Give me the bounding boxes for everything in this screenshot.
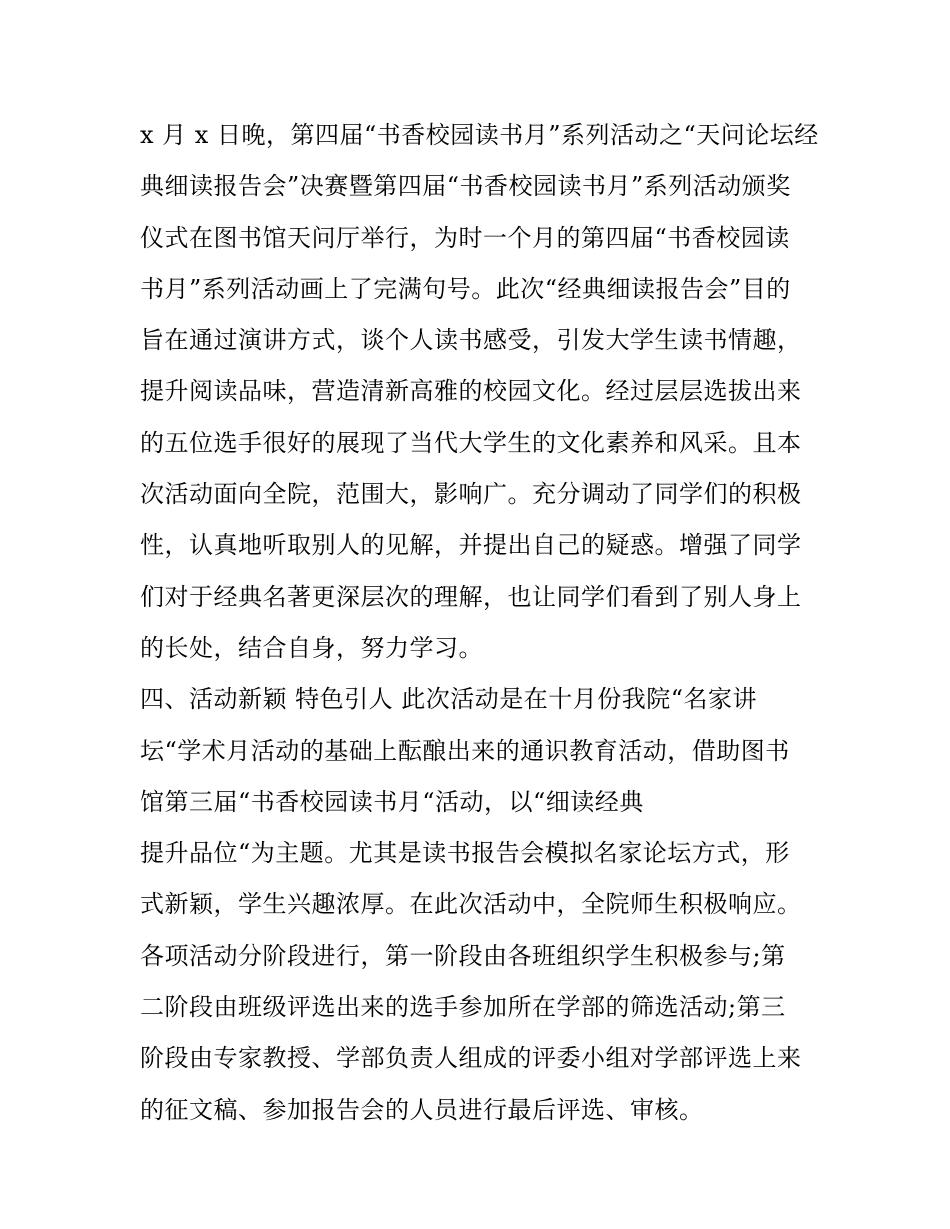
text-line: 式新颖，学生兴趣浓厚。在此次活动中，全院师生积极响应。	[140, 890, 802, 919]
text-line: 四、活动新颖 特色引人 此次活动是在十月份我院“名家讲	[140, 685, 758, 714]
text-line: 提升品位“为主题。尤其是读书报告会模拟名家论坛方式，形	[140, 839, 790, 868]
text-line: 典细读报告会”决赛暨第四届“书香校园读书月”系列活动颁奖	[140, 172, 791, 201]
text-line: 各项活动分阶段进行，第一阶段由各班组织学生积极参与;第	[140, 941, 786, 970]
text-line: 二阶段由班级评选出来的选手参加所在学部的筛选活动;第三	[140, 993, 786, 1022]
text-line: 馆第三届“书香校园读书月“活动，以“细读经典	[140, 787, 644, 816]
text-line: x 月 x 日晚，第四届“书香校园读书月”系列活动之“天问论坛经	[140, 121, 819, 149]
text-line: 的长处，结合自身，努力学习。	[140, 633, 483, 662]
text-line: 阶段由专家教授、学部负责人组成的评委小组对学部评选上来	[140, 1044, 802, 1073]
text-line: 仪式在图书馆天问厅举行，为时一个月的第四届“书香校园读	[140, 223, 790, 252]
text-line: 的五位选手很好的展现了当代大学生的文化素养和风采。且本	[140, 428, 802, 457]
text-line: 旨在通过演讲方式，谈个人读书感受，引发大学生读书情趣，	[140, 326, 802, 355]
text-line: 次活动面向全院，范围大，影响广。充分调动了同学们的积极	[140, 480, 802, 509]
body-text	[140, 110, 830, 1136]
text-line: 性，认真地听取别人的见解，并提出自己的疑惑。增强了同学	[140, 531, 802, 560]
text-line: 提升阅读品味，营造清新高雅的校园文化。经过层层选拔出来	[140, 377, 802, 406]
text-line: 书月”系列活动画上了完满句号。此次“经典细读报告会”目的	[140, 274, 791, 303]
text-line: 坛“学术月活动的基础上酝酿出来的通识教育活动，借助图书	[140, 736, 790, 765]
text-line: 的征文稿、参加报告会的人员进行最后评选、审核。	[140, 1095, 704, 1124]
text-line: 们对于经典名著更深层次的理解，也让同学们看到了别人身上	[140, 582, 802, 611]
